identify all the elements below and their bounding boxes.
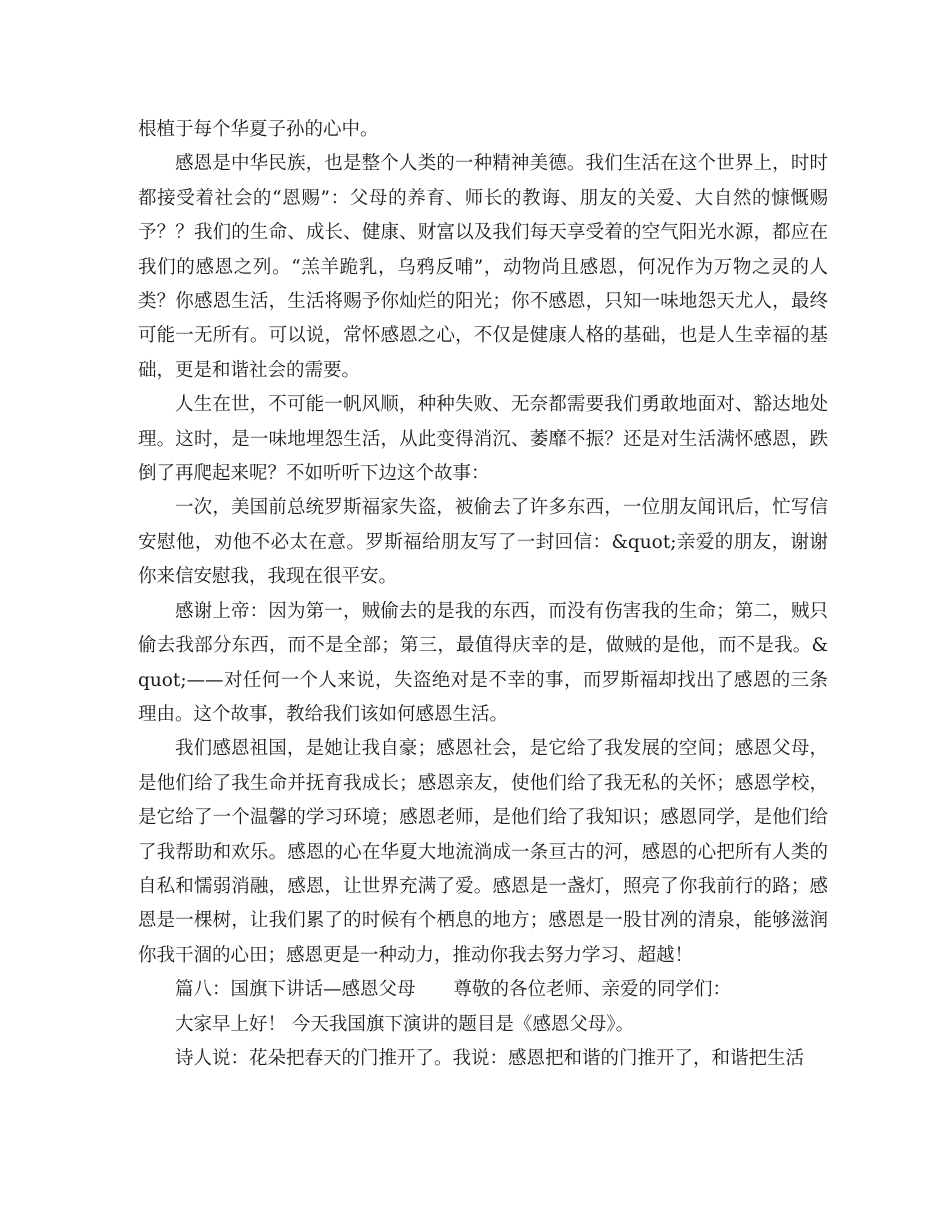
paragraph-gratitude-list: 我们感恩祖国，是她让我自豪；感恩社会，是它给了我发展的空间；感恩父母，是他们给了我生命并抚育我成长；感恩亲友，使他们给了我无私的关怀；感恩学校，是它给了一个温馨的学习环境；感恩老师，是他们给了我知识；感恩同学，是他们给了我帮助和欢乐。感恩的心在华夏大地流淌成一条亘古的河，感恩的心把所有人类的自私和懦弱消融，感恩，让世界充满了爱。感恩是一盏灯，照亮了你我前行的路；感恩是一棵树，让我们累了的时候有个栖息的地方；感恩是一股甘冽的清泉，能够滋润你我干涸的心田；感恩更是一种动力，推动你我去努力学习、超越！ bbox=[138, 738, 828, 966]
section-heading-line bbox=[138, 973, 828, 1007]
paragraph-roosevelt-story: 一次，美国前总统罗斯福家失盗，被偷去了许多东西，一位朋友闻讯后，忙写信安慰他，劝他不必太在意。罗斯福给朋友写了一封回信：&quot;亲爱的朋友，谢谢你来信安慰我，我现在很平安。 bbox=[138, 497, 828, 588]
section-greeting: 尊敬的各位老师、亲爱的同学们： bbox=[453, 979, 732, 1001]
section-title: 篇八：国旗下讲话—感恩父母 bbox=[175, 979, 416, 1001]
paragraph-gratitude-virtue: 感恩是中华民族，也是整个人类的一种精神美德。我们生活在这个世界上，时时都接受着社会的“恩赐”：父母的养育、师长的教诲、朋友的关爱、大自然的慷慨赐予？？我们的生命、成长、健康、财富以及我们每天享受着的空气阳光水源，都应在我们的感恩之列。“羔羊跪乳，乌鸦反哺”，动物尚且感恩，何况作为万物之灵的人类？你感恩生活，生活将赐予你灿烂的阳光；你不感恩，只知一味地怨天尤人，最终可能一无所有。可以说，常怀感恩之心，不仅是健康人格的基础，也是人生幸福的基础，更是和谐社会的需要。 bbox=[138, 153, 828, 381]
paragraph-continuation: 根植于每个华夏子孙的心中。 bbox=[138, 119, 379, 140]
paragraph-poet-quote: 诗人说：花朵把春天的门推开了。我说：感恩把和谐的门推开了，和谐把生活 bbox=[175, 1047, 805, 1069]
body-text bbox=[138, 113, 828, 1076]
paragraph-roosevelt-letter: 感谢上帝：因为第一，贼偷去的是我的东西，而没有伤害我的生命；第二，贼只偷去我部分东西，而不是全部；第三，最值得庆幸的是，做贼的是他，而不是我。&quot;——对任何一个人来说，失盗绝对是不幸的事，而罗斯福却找出了感恩的三条理由。这个故事，教给我们该如何感恩生活。 bbox=[138, 600, 828, 725]
paragraph-speech-intro: 大家早上好！ 今天我国旗下演讲的题目是《感恩父母》。 bbox=[175, 1013, 635, 1035]
paragraph-life-adversity: 人生在世，不可能一帆风顺，种种失败、无奈都需要我们勇敢地面对、豁达地处理。这时，是一味地埋怨生活，从此变得消沉、萎靡不振？还是对生活满怀感恩，跌倒了再爬起来呢？不如听听下边这个故事： bbox=[138, 394, 828, 485]
